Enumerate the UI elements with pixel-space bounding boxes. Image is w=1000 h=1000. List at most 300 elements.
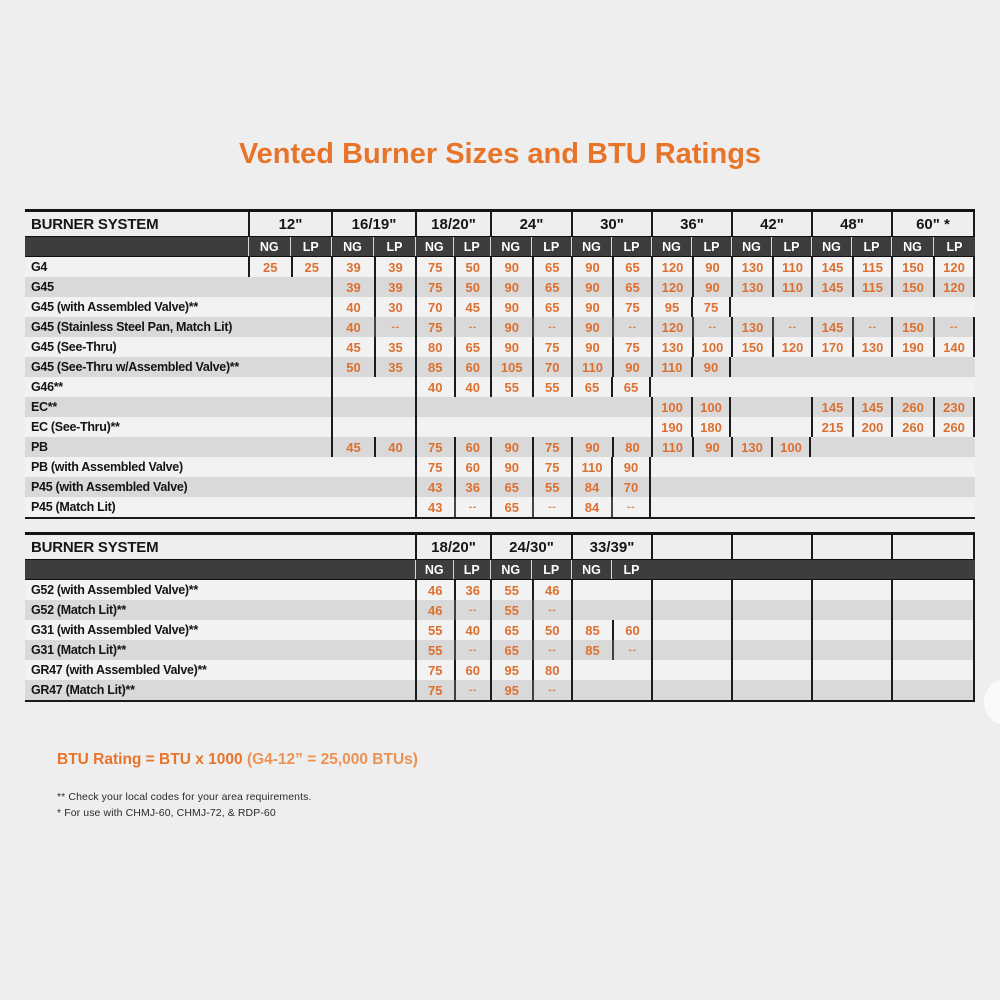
btu-value-lp xyxy=(373,497,415,517)
btu-value-ng xyxy=(417,417,454,437)
btu-value-lp xyxy=(374,417,415,437)
btu-value-lp: 90 xyxy=(692,437,731,457)
btu-value-ng: 215 xyxy=(821,419,844,435)
btu-value-ng: 130 xyxy=(741,279,764,295)
btu-value-lp xyxy=(611,417,651,437)
btu-value-ng: 65 xyxy=(504,642,519,658)
btu-pair-cell xyxy=(891,457,975,477)
fuel-label-lp: LP xyxy=(531,237,572,256)
btu-value-lp xyxy=(612,680,651,700)
btu-value-lp xyxy=(454,417,491,437)
btu-value-ng: 90 xyxy=(504,259,519,275)
btu-pair-cell xyxy=(571,257,651,277)
size-header-cell: 24/30" xyxy=(490,535,571,559)
btu-value-lp xyxy=(290,397,332,417)
btu-pair-cell xyxy=(490,660,571,680)
btu-pair-cell xyxy=(415,640,490,660)
btu-value-lp: 100 xyxy=(692,337,731,357)
btu-value-lp: 50 xyxy=(454,257,491,277)
fuel-label-lp: LP xyxy=(851,237,891,256)
btu-pair-cell xyxy=(731,397,811,417)
btu-value-lp xyxy=(290,277,332,297)
btu-value-ng: 150 xyxy=(902,319,924,335)
btu-value-lp xyxy=(290,317,332,337)
btu-value-ng: 46 xyxy=(428,582,443,598)
btu-value-lp xyxy=(373,477,415,497)
btu-value-lp: 40 xyxy=(454,620,491,640)
empty-group-cell xyxy=(731,680,811,700)
btu-value-ng xyxy=(331,457,373,477)
btu-pair-cell xyxy=(415,600,490,620)
btu-value-ng: 150 xyxy=(902,279,924,295)
fuel-label-ng: NG xyxy=(811,237,851,256)
btu-value-lp: 200 xyxy=(852,417,891,437)
btu-value-ng: 84 xyxy=(584,499,600,515)
btu-pair-cell xyxy=(891,417,975,437)
btu-pair-cell xyxy=(731,477,811,497)
btu-value-lp xyxy=(290,337,332,357)
empty-group-cell xyxy=(731,600,811,620)
btu-value-ng xyxy=(731,477,771,497)
btu-pair-cell xyxy=(331,377,415,397)
btu-pair-cell xyxy=(248,457,331,477)
btu-value-ng: 90 xyxy=(585,279,600,295)
btu-value-lp: 39 xyxy=(374,277,415,297)
btu-value-ng: 260 xyxy=(902,419,924,435)
row-label: G4 xyxy=(31,260,48,274)
btu-value-lp: 80 xyxy=(612,437,651,457)
btu-value-lp: 145 xyxy=(852,397,891,417)
btu-value-lp xyxy=(290,297,332,317)
btu-value-lp xyxy=(290,377,332,397)
btu-value-lp xyxy=(851,357,891,377)
btu-value-ng: 85 xyxy=(428,359,443,375)
btu-value-ng: 40 xyxy=(346,319,361,335)
btu-pair-cell xyxy=(651,337,731,357)
fuel-label-lp: LP xyxy=(933,237,975,256)
btu-value-lp: 36 xyxy=(454,477,491,497)
fuel-band-empty xyxy=(731,560,811,579)
btu-value-ng: 90 xyxy=(504,459,519,475)
btu-value-ng xyxy=(490,397,531,417)
btu-value-lp: 130 xyxy=(852,337,891,357)
btu-value-lp: -- xyxy=(692,317,731,337)
btu-value-ng: 84 xyxy=(584,479,600,495)
btu-value-lp xyxy=(611,397,651,417)
btu-value-lp xyxy=(851,457,891,477)
btu-value-lp: 100 xyxy=(691,397,729,417)
fuel-label-lp: LP xyxy=(453,237,491,256)
btu-pair-cell xyxy=(490,600,571,620)
btu-pair-cell xyxy=(811,257,891,277)
btu-value-lp: 60 xyxy=(454,660,491,680)
btu-value-ng: 170 xyxy=(821,339,844,355)
size-header-cell-empty xyxy=(651,535,731,559)
btu-value-ng xyxy=(573,680,612,700)
btu-pair-cell xyxy=(571,477,651,497)
btu-pair-cell xyxy=(248,337,331,357)
btu-value-ng: 39 xyxy=(346,259,361,275)
btu-rating-formula xyxy=(57,751,418,769)
btu-value-lp: 55 xyxy=(532,377,572,397)
btu-value-ng: 39 xyxy=(346,279,361,295)
btu-pair-cell xyxy=(571,317,651,337)
btu-pair-cell xyxy=(415,660,490,680)
btu-value-lp: 90 xyxy=(611,457,649,477)
empty-group-cell xyxy=(891,600,975,620)
fuel-band-group xyxy=(651,237,731,256)
btu-value-lp xyxy=(290,477,332,497)
btu-pair-cell xyxy=(731,297,811,317)
btu-value-lp xyxy=(691,377,731,397)
btu-value-lp xyxy=(691,477,731,497)
btu-value-lp xyxy=(771,457,811,477)
size-header-cell: 42" xyxy=(731,212,811,236)
btu-value-ng: 55 xyxy=(504,602,519,618)
btu-value-ng: 70 xyxy=(428,299,443,315)
btu-pair-cell xyxy=(248,317,331,337)
btu-pair-cell xyxy=(811,397,891,417)
btu-pair-cell xyxy=(891,297,975,317)
btu-value-ng xyxy=(571,397,611,417)
burner-system-header: BURNER SYSTEM xyxy=(31,215,159,233)
empty-group-cell xyxy=(811,660,891,680)
empty-group-cell xyxy=(891,640,975,660)
fuel-label-lp: LP xyxy=(453,560,491,579)
btu-pair-cell xyxy=(811,357,891,377)
btu-pair-cell xyxy=(571,417,651,437)
row-label: G31 (Match Lit)** xyxy=(31,643,126,657)
empty-group-cell xyxy=(651,660,731,680)
btu-value-ng: 85 xyxy=(585,622,600,638)
btu-value-ng: 110 xyxy=(661,359,683,375)
fuel-label-ng: NG xyxy=(571,237,611,256)
btu-value-ng xyxy=(891,457,933,477)
btu-value-lp xyxy=(771,497,811,517)
btu-value-lp: 90 xyxy=(692,277,731,297)
btu-pair-cell xyxy=(811,417,891,437)
btu-value-lp: 25 xyxy=(291,257,332,277)
btu-pair-cell xyxy=(415,417,490,437)
btu-value-lp: 65 xyxy=(454,337,491,357)
btu-value-ng: 65 xyxy=(504,479,519,495)
btu-pair-cell xyxy=(415,457,490,477)
btu-value-lp xyxy=(771,417,811,437)
btu-pair-cell xyxy=(651,457,731,477)
btu-value-lp: 75 xyxy=(532,337,572,357)
btu-value-ng: 130 xyxy=(741,259,764,275)
btu-value-ng xyxy=(248,457,290,477)
btu-value-ng xyxy=(811,377,851,397)
btu-value-lp: -- xyxy=(532,640,572,660)
empty-group-cell xyxy=(731,580,811,600)
btu-value-ng: 120 xyxy=(661,319,684,335)
btu-value-lp xyxy=(851,297,891,317)
btu-value-lp: 36 xyxy=(454,580,491,600)
empty-group-cell xyxy=(651,580,731,600)
btu-value-ng: 75 xyxy=(428,439,443,455)
btu-value-ng xyxy=(731,297,771,317)
fuel-label-ng: NG xyxy=(490,237,531,256)
btu-value-ng: 130 xyxy=(661,339,684,355)
empty-group-cell xyxy=(891,680,975,700)
vented-burner-table-secondary xyxy=(25,532,975,702)
btu-value-ng xyxy=(891,477,933,497)
btu-value-lp: 110 xyxy=(772,277,811,297)
btu-pair-cell xyxy=(891,257,975,277)
btu-pair-cell xyxy=(490,377,571,397)
empty-group-cell xyxy=(731,640,811,660)
fuel-band-spacer xyxy=(25,237,248,256)
btu-value-ng xyxy=(248,477,290,497)
btu-value-lp: -- xyxy=(374,317,415,337)
btu-value-lp: -- xyxy=(772,317,811,337)
btu-value-lp xyxy=(612,600,651,620)
btu-pair-cell xyxy=(891,377,975,397)
formula-main-text: BTU Rating = BTU x 1000 xyxy=(57,751,243,768)
btu-value-lp xyxy=(933,297,975,317)
btu-pair-cell xyxy=(415,497,490,517)
btu-pair-cell xyxy=(811,457,891,477)
empty-group-cell xyxy=(891,620,975,640)
btu-value-lp xyxy=(612,580,651,600)
btu-value-lp: 50 xyxy=(532,620,572,640)
btu-value-lp: 40 xyxy=(374,437,415,457)
btu-value-lp xyxy=(933,477,975,497)
btu-value-ng: 55 xyxy=(504,379,519,395)
btu-value-ng xyxy=(248,337,290,357)
btu-pair-cell xyxy=(891,337,975,357)
btu-value-ng xyxy=(731,417,771,437)
empty-group-cell xyxy=(651,640,731,660)
table-row xyxy=(25,417,975,437)
table-row xyxy=(25,317,975,337)
btu-value-ng xyxy=(490,417,531,437)
btu-pair-cell xyxy=(731,257,811,277)
size-header-cell: 33/39" xyxy=(571,535,651,559)
btu-value-lp: 80 xyxy=(532,660,572,680)
btu-value-ng: 105 xyxy=(500,359,523,375)
btu-pair-cell xyxy=(811,317,891,337)
btu-value-lp xyxy=(933,497,975,517)
btu-pair-cell xyxy=(490,297,571,317)
empty-group-cell xyxy=(731,660,811,680)
btu-value-ng: 90 xyxy=(585,339,600,355)
btu-value-lp: -- xyxy=(532,600,572,620)
btu-value-ng: 95 xyxy=(504,682,519,698)
fuel-band-empty xyxy=(651,560,731,579)
btu-value-ng xyxy=(248,297,290,317)
fuel-label-ng: NG xyxy=(571,560,611,579)
btu-value-lp: -- xyxy=(611,497,649,517)
size-header-cell: 36" xyxy=(651,212,731,236)
btu-value-lp: 70 xyxy=(611,477,649,497)
btu-pair-cell xyxy=(248,437,331,457)
btu-value-ng: 110 xyxy=(581,459,603,475)
btu-pair-cell xyxy=(811,437,891,457)
btu-value-lp: 60 xyxy=(454,437,491,457)
btu-pair-cell xyxy=(811,497,891,517)
btu-pair-cell xyxy=(571,397,651,417)
table-row xyxy=(25,397,975,417)
btu-pair-cell xyxy=(248,297,331,317)
btu-value-lp xyxy=(771,397,811,417)
fuel-label-ng: NG xyxy=(415,237,453,256)
btu-value-ng: 40 xyxy=(428,379,443,395)
btu-value-ng xyxy=(891,497,933,517)
fuel-label-lp: LP xyxy=(290,237,332,256)
btu-pair-cell xyxy=(331,257,415,277)
btu-pair-cell xyxy=(571,297,651,317)
btu-value-ng xyxy=(731,357,771,377)
size-header-cell-empty xyxy=(811,535,891,559)
btu-value-lp xyxy=(290,457,332,477)
btu-value-ng xyxy=(331,477,373,497)
btu-value-ng: 45 xyxy=(346,439,361,455)
row-label: G52 (with Assembled Valve)** xyxy=(31,583,198,597)
btu-pair-cell xyxy=(571,680,651,700)
btu-pair-cell xyxy=(331,497,415,517)
btu-value-lp xyxy=(851,477,891,497)
fuel-label-ng: NG xyxy=(731,237,771,256)
btu-pair-cell xyxy=(571,337,651,357)
btu-value-lp: 30 xyxy=(374,297,415,317)
fuel-label-ng: NG xyxy=(891,237,933,256)
btu-value-ng: 90 xyxy=(504,339,519,355)
size-header-cell: 16/19" xyxy=(331,212,415,236)
btu-pair-cell xyxy=(415,437,490,457)
btu-value-lp: 60 xyxy=(612,620,651,640)
btu-pair-cell xyxy=(571,600,651,620)
btu-value-lp xyxy=(771,297,811,317)
btu-pair-cell xyxy=(731,457,811,477)
btu-pair-cell xyxy=(571,277,651,297)
fuel-label-lp: LP xyxy=(771,237,811,256)
btu-pair-cell xyxy=(248,397,331,417)
fuel-type-band xyxy=(25,559,975,580)
btu-value-ng: 95 xyxy=(664,299,680,315)
btu-value-ng: 260 xyxy=(902,399,924,415)
btu-value-lp xyxy=(771,377,811,397)
btu-value-lp: 90 xyxy=(692,257,731,277)
size-header-cell: 60" * xyxy=(891,212,975,236)
btu-value-lp: 65 xyxy=(532,277,572,297)
btu-pair-cell xyxy=(891,277,975,297)
row-label: G31 (with Assembled Valve)** xyxy=(31,623,198,637)
table-row xyxy=(25,640,975,660)
btu-value-lp xyxy=(691,457,731,477)
fuel-band-group xyxy=(731,237,811,256)
btu-value-lp: 100 xyxy=(771,437,809,457)
btu-value-lp xyxy=(771,357,811,377)
fuel-band-group xyxy=(490,237,571,256)
btu-value-ng: 150 xyxy=(741,339,764,355)
btu-pair-cell xyxy=(891,497,975,517)
btu-value-lp: -- xyxy=(454,317,491,337)
table-row xyxy=(25,477,975,497)
btu-pair-cell xyxy=(651,277,731,297)
btu-pair-cell xyxy=(490,477,571,497)
btu-value-lp: -- xyxy=(852,317,891,337)
btu-pair-cell xyxy=(415,397,490,417)
btu-value-ng: 90 xyxy=(585,319,600,335)
btu-pair-cell xyxy=(490,680,571,700)
fuel-label-lp: LP xyxy=(373,237,415,256)
btu-value-lp: 110 xyxy=(772,257,811,277)
fuel-type-band xyxy=(25,236,975,257)
fuel-band-group xyxy=(571,560,651,579)
btu-pair-cell xyxy=(571,640,651,660)
btu-pair-cell xyxy=(490,317,571,337)
fuel-band-group xyxy=(811,237,891,256)
btu-value-lp: 35 xyxy=(374,357,415,377)
btu-value-ng: 150 xyxy=(902,259,924,275)
btu-pair-cell xyxy=(331,357,415,377)
btu-value-ng: 90 xyxy=(504,319,519,335)
btu-value-ng xyxy=(811,457,851,477)
btu-value-ng xyxy=(891,357,933,377)
btu-value-lp xyxy=(771,477,811,497)
btu-pair-cell xyxy=(248,357,331,377)
btu-pair-cell xyxy=(571,620,651,640)
btu-value-ng xyxy=(573,580,612,600)
btu-pair-cell xyxy=(415,297,490,317)
btu-value-ng xyxy=(731,377,771,397)
btu-pair-cell xyxy=(415,337,490,357)
fuel-band-group xyxy=(331,237,415,256)
btu-value-ng xyxy=(333,417,374,437)
btu-value-ng xyxy=(811,477,851,497)
btu-value-ng: 145 xyxy=(821,259,844,275)
btu-pair-cell xyxy=(331,477,415,497)
btu-value-ng: 75 xyxy=(428,459,443,475)
table-row xyxy=(25,257,975,277)
btu-value-ng xyxy=(573,600,612,620)
btu-value-lp: 90 xyxy=(612,357,651,377)
btu-pair-cell xyxy=(490,337,571,357)
btu-pair-cell xyxy=(415,477,490,497)
btu-value-lp xyxy=(933,457,975,477)
btu-value-lp xyxy=(851,377,891,397)
btu-value-ng xyxy=(248,397,290,417)
btu-value-lp xyxy=(290,417,332,437)
btu-value-ng: 80 xyxy=(428,339,443,355)
table-row xyxy=(25,600,975,620)
row-label: G45 (with Assembled Valve)** xyxy=(31,300,198,314)
btu-pair-cell xyxy=(571,660,651,680)
table-row xyxy=(25,297,975,317)
burner-system-header: BURNER SYSTEM xyxy=(31,538,159,556)
btu-value-lp: 75 xyxy=(612,297,651,317)
btu-pair-cell xyxy=(731,377,811,397)
btu-value-ng: 90 xyxy=(585,439,600,455)
btu-value-lp: 90 xyxy=(691,357,729,377)
btu-value-ng: 90 xyxy=(585,299,600,315)
btu-value-ng xyxy=(891,437,933,457)
size-header-cell-empty xyxy=(891,535,975,559)
btu-value-ng: 55 xyxy=(428,642,443,658)
empty-group-cell xyxy=(811,640,891,660)
btu-value-ng: 45 xyxy=(346,339,361,355)
btu-value-ng: 190 xyxy=(661,419,683,435)
btu-value-lp: -- xyxy=(532,317,572,337)
table-row xyxy=(25,337,975,357)
table-body xyxy=(25,257,975,519)
btu-value-ng: 75 xyxy=(428,682,443,698)
btu-pair-cell xyxy=(891,437,975,457)
btu-value-lp: 230 xyxy=(933,397,973,417)
btu-value-ng: 120 xyxy=(661,279,684,295)
